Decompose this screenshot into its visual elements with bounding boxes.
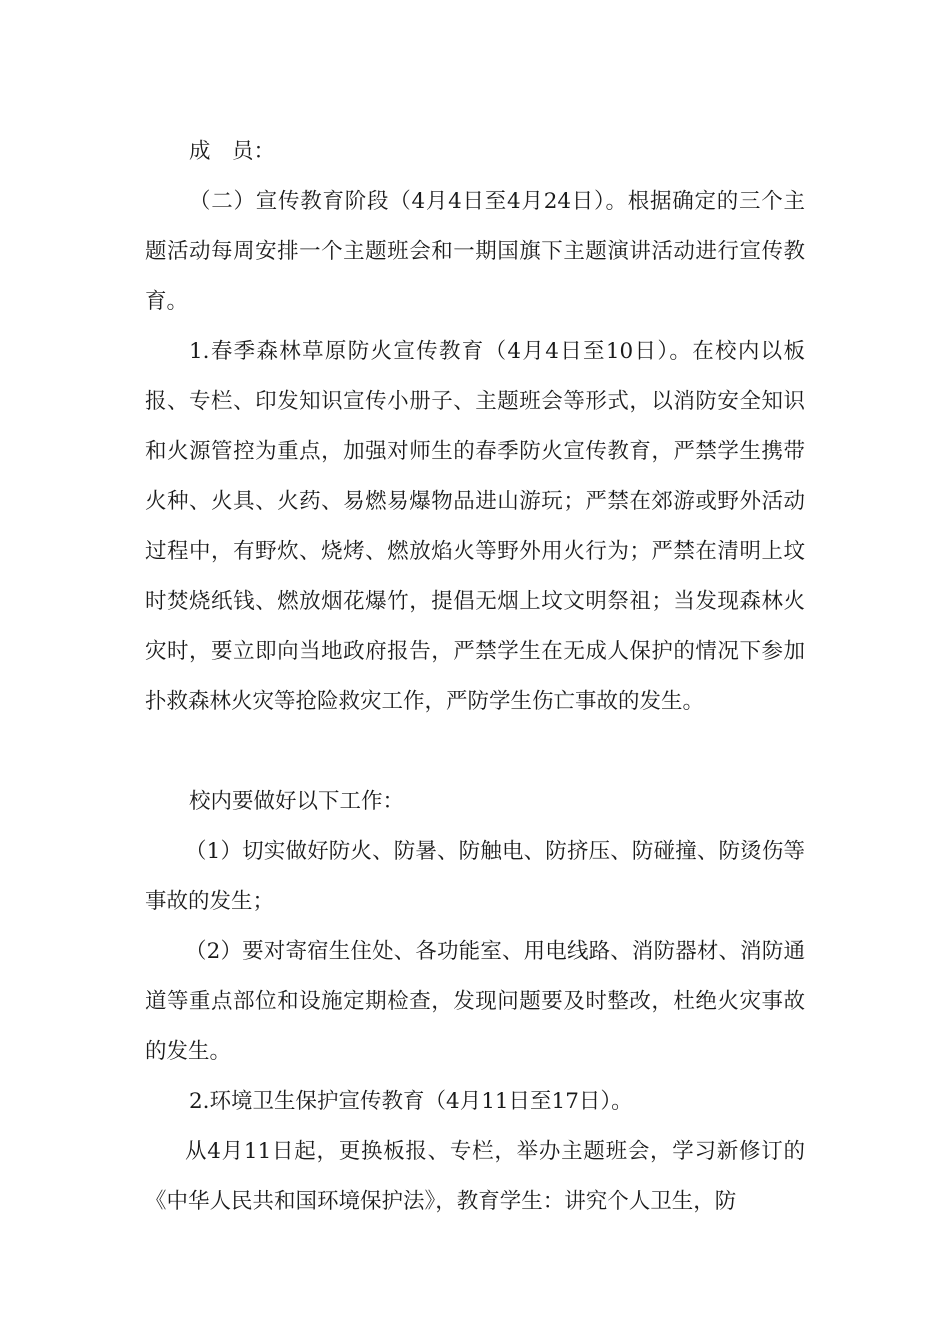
school-work-heading: 校内要做好以下工作： (189, 789, 405, 814)
environment-education-paragraph: 从4月11日起，更换板报、专栏，举办主题班会，学习新修订的《中华人民共和国环境保护法》，教育学生：讲究个人卫生，防 (145, 1139, 805, 1214)
environment-education-heading: 2.环境卫生保护宣传教育（4月11日至17日）。 (189, 1089, 633, 1114)
stage-two-paragraph: （二）宣传教育阶段（4月4日至4月24日）。根据确定的三个主题活动每周安排一个主题班会和一期国旗下主题演讲活动进行宣传教育。 (145, 189, 805, 314)
spring-fire-education-paragraph: 1.春季森林草原防火宣传教育（4月4日至10日）。在校内以板报、专栏、印发知识宣传小册子、主题班会等形式，以消防安全知识和火源管控为重点，加强对师生的春季防火宣传教育，严禁学生携带火种、火具、火药、易燃易爆物品进山游玩；严禁在郊游或野外活动过程中，有野炊、烧烤、燃放焰火等野外用火行为；严禁在清明上坟时焚烧纸钱、燃放烟花爆竹，提倡无烟上坟文明祭祖；当发现森林火灾时，要立即向当地政府报告，严禁学生在无成人保护的情况下参加扑救森林火灾等抢险救灾工作，严防学生伤亡事故的发生。 (145, 339, 805, 714)
work-item-2: （2）要对寄宿生住处、各功能室、用电线路、消防器材、消防通道等重点部位和设施定期检查，发现问题要及时整改，杜绝火灾事故的发生。 (145, 939, 805, 1064)
work-item-1: （1）切实做好防火、防暑、防触电、防挤压、防碰撞、防烫伤等事故的发生； (145, 839, 805, 914)
members-line: 成 员： (189, 139, 276, 164)
